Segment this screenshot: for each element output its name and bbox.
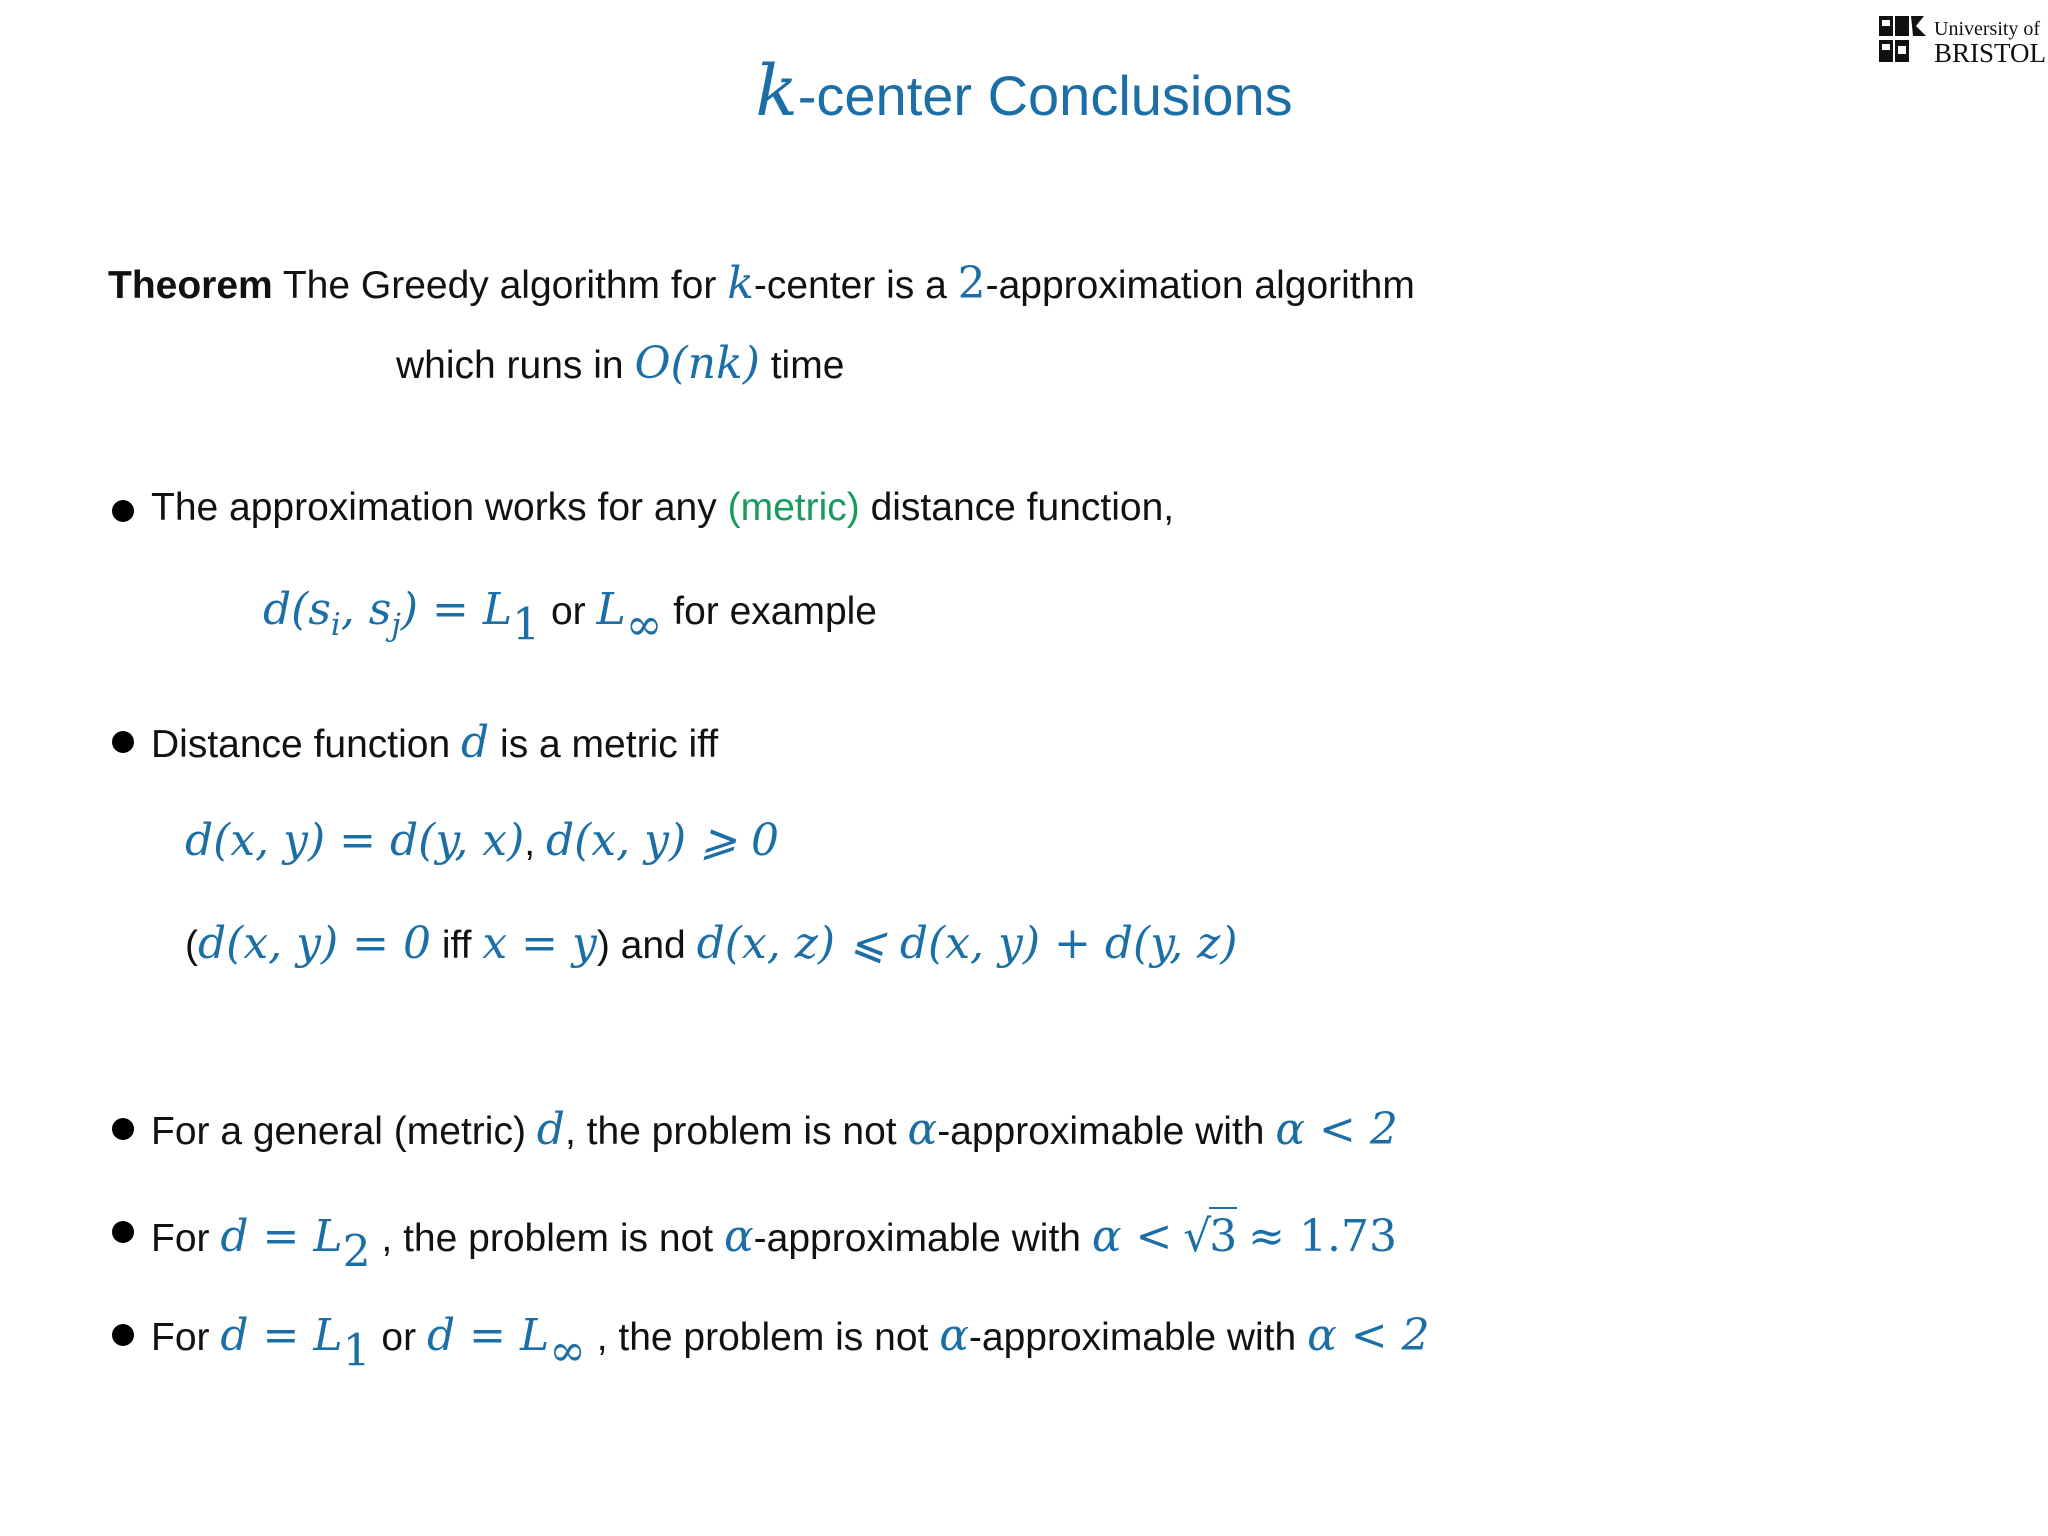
symmetry-formula: d(x, y) = d(y, x): [185, 815, 525, 866]
bullet1-post: distance function,: [870, 486, 1175, 529]
bullet3-pre: For a general (metric): [151, 1110, 526, 1153]
bullet5-line: [151, 1310, 1430, 1376]
bullet1-or: or: [550, 590, 586, 633]
bullet4-formula: d = L: [220, 1211, 343, 1262]
theorem-text1: The Greedy algorithm for: [282, 264, 717, 307]
sub-j: j: [391, 606, 401, 643]
x-eq-y: x = y: [482, 918, 597, 969]
sub-i: i: [330, 606, 341, 643]
bullet2-d: d: [461, 717, 490, 768]
bullet3-line: [151, 1104, 1398, 1155]
bullet3-alpha: α: [907, 1104, 938, 1155]
bullet-dot-5: [112, 1324, 134, 1346]
bullet4-cond-a: α <: [1091, 1211, 1173, 1262]
triangle-inequality: d(x, z) ⩽ d(x, y) + d(y, z): [696, 918, 1238, 969]
page-title: [0, 50, 2048, 132]
formula-L-inf: L: [596, 584, 626, 635]
bullet2-post: is a metric iff: [500, 723, 719, 766]
bullet4-pre: For: [151, 1217, 210, 1260]
bullet1-metric: (metric): [727, 486, 860, 529]
title-math-k: k: [755, 50, 798, 132]
bullet-dot-2: [112, 731, 134, 753]
theorem-line2: [396, 338, 844, 389]
formula-eq-L: ) = L: [400, 584, 513, 635]
bullet5-pre: For: [151, 1316, 210, 1359]
bullet5-alpha: α: [939, 1310, 969, 1361]
bullet5-mid: , the problem is not: [596, 1316, 929, 1359]
logo-line1: University of: [1934, 18, 2041, 40]
formula-d-si: d(s: [263, 584, 331, 635]
theorem-label: Theorem: [108, 264, 273, 307]
metric-formula-1: [185, 815, 779, 866]
formula1-comma: ,: [524, 821, 536, 864]
bullet3-post: -approximable with: [937, 1110, 1265, 1153]
sqrt-sign: √: [1183, 1211, 1212, 1262]
bullet5-post: -approximable with: [968, 1316, 1297, 1359]
theorem-line2-post: time: [770, 344, 845, 387]
theorem-two: 2: [957, 258, 986, 309]
bullet4-post: -approximable with: [753, 1217, 1081, 1260]
bullet1-pre: The approximation works for any: [151, 486, 717, 529]
paren-open: (: [185, 924, 198, 967]
theorem-line2-pre: which runs in: [396, 344, 624, 387]
bullet1-line: [151, 486, 1174, 530]
theorem-text2: -center is a: [753, 264, 947, 307]
bullet4-alpha: α: [723, 1211, 754, 1262]
bullet4-line: [151, 1207, 1397, 1277]
bullet-dot-3: [112, 1118, 134, 1140]
bullet3-mid: , the problem is not: [564, 1110, 897, 1153]
theorem-complexity: O(nk): [634, 338, 760, 389]
bullet3-d: d: [536, 1104, 565, 1155]
title-text: -center Conclusions: [797, 64, 1293, 127]
identity-formula: d(x, y) = 0: [198, 918, 431, 969]
bullet-dot-1: [112, 500, 134, 522]
sqrt-value: 3: [1209, 1207, 1237, 1262]
bullet2-line: [151, 717, 718, 768]
bullet1-formula: [263, 584, 877, 650]
bullet3-cond: α < 2: [1275, 1104, 1398, 1155]
bullet5-formula-b: d = L: [426, 1310, 550, 1361]
sub-1: 1: [512, 599, 541, 651]
bullet1-for-example: for example: [673, 590, 877, 633]
bullet4-cond-b: ≈ 1.73: [1248, 1211, 1397, 1262]
iff-text: iff: [441, 924, 472, 967]
bullet5-or: or: [381, 1316, 417, 1359]
metric-formula-2: [185, 918, 1238, 969]
bullet5-subinf: ∞: [549, 1325, 586, 1377]
logo-line2: BRISTOL: [1934, 38, 2047, 68]
formula-comma-sj: , s: [340, 584, 392, 635]
bullet4-mid: , the problem is not: [381, 1217, 714, 1260]
bullet-dot-4: [112, 1221, 134, 1243]
bullet5-sub1: 1: [342, 1325, 371, 1377]
nonneg-formula: d(x, y) ⩾ 0: [545, 815, 779, 866]
sub-inf: ∞: [625, 599, 663, 651]
theorem-text3: -approximation algorithm: [985, 264, 1415, 307]
bullet4-sub2: 2: [342, 1226, 371, 1278]
theorem-line1: [108, 258, 1415, 309]
bullet5-cond: α < 2: [1307, 1310, 1430, 1361]
bullet5-formula-a: d = L: [220, 1310, 343, 1361]
theorem-k: k: [727, 258, 754, 309]
paren-close-and: ) and: [596, 924, 686, 967]
bullet2-pre: Distance function: [151, 723, 451, 766]
